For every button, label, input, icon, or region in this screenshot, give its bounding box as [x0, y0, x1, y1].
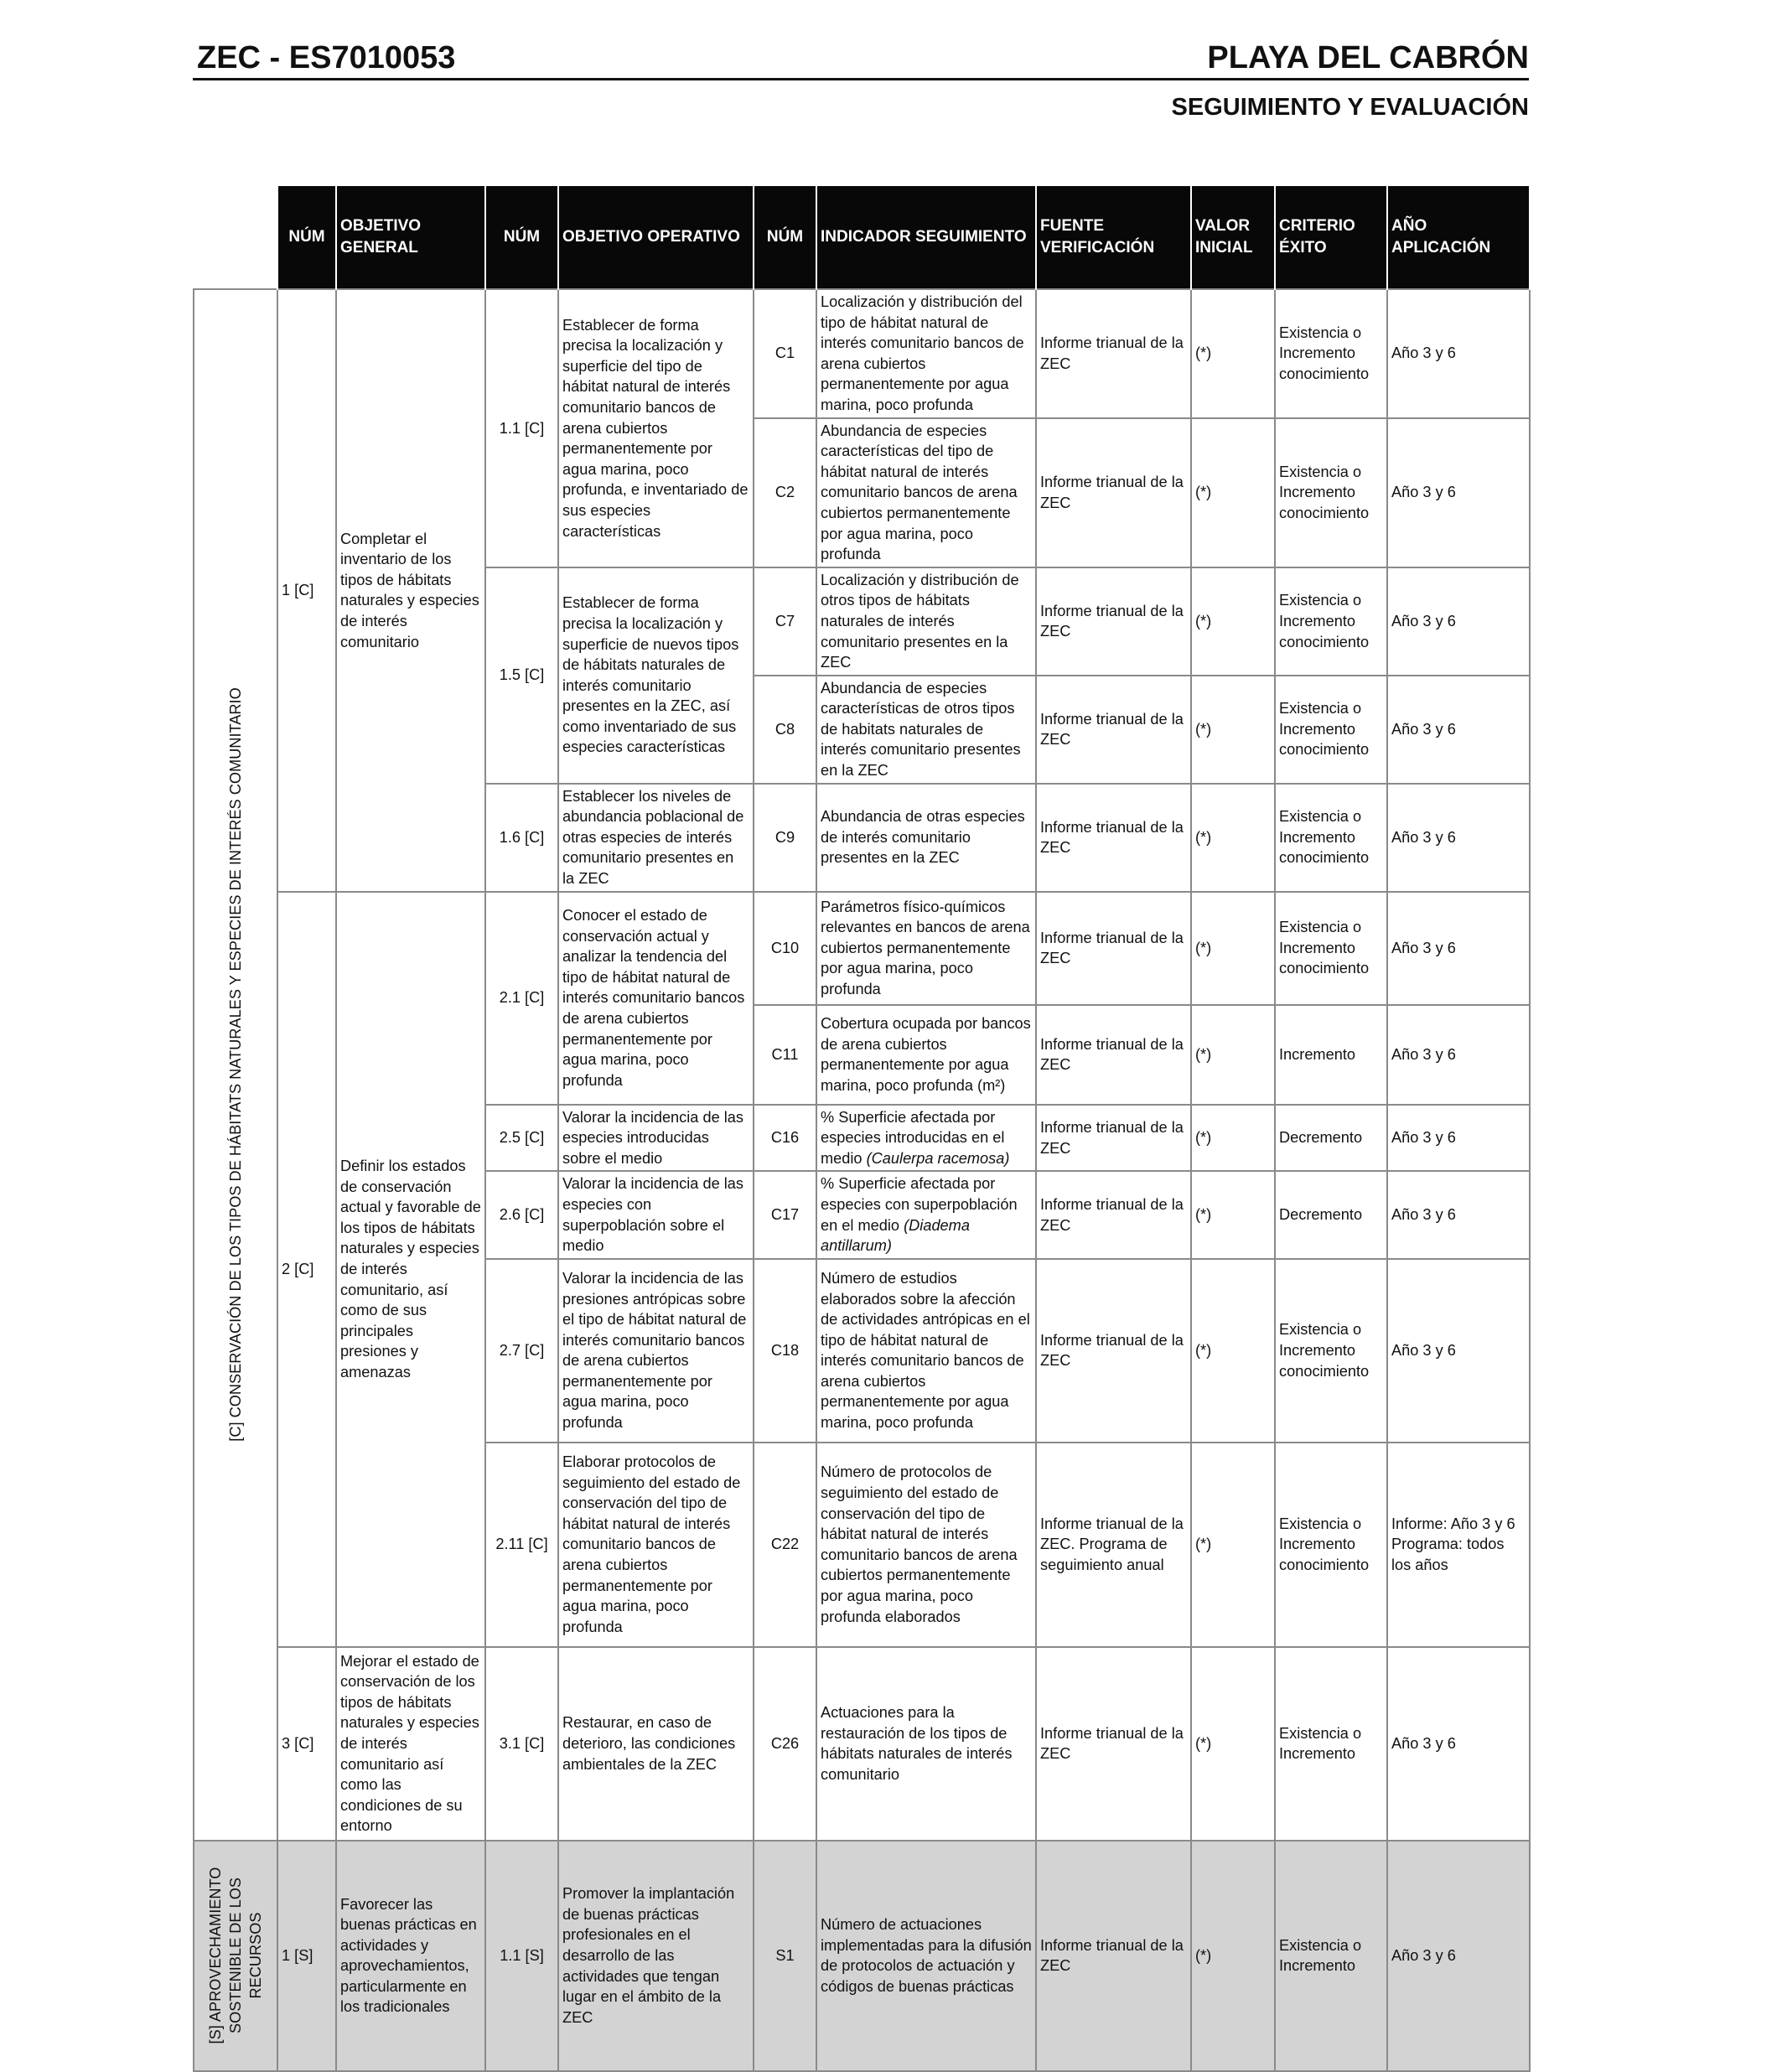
- indicator-code: S1: [754, 1841, 816, 2071]
- operative-objective: Valorar la incidencia de las presiones antrópicas sobre el tipo de hábitat natural de interés comunitario bancos de arena cubiertos permanentemente por agua marina, poco profunda: [558, 1259, 754, 1443]
- indicator: Cobertura ocupada por bancos de arena cubiertos permanentemente por agua marina, poco profunda (m²): [816, 1005, 1036, 1105]
- general-num: 1 [S]: [277, 1841, 336, 2071]
- initial-value: (*): [1191, 1841, 1275, 2071]
- year: Año 3 y 6: [1387, 1259, 1530, 1443]
- criterion: Existencia o Incremento conocimiento: [1275, 676, 1387, 784]
- group-aprovechamiento: [194, 1841, 277, 2071]
- initial-value: (*): [1191, 1443, 1275, 1647]
- source: Informe trianual de la ZEC: [1036, 567, 1191, 676]
- indicator-code: C22: [754, 1443, 816, 1647]
- source: Informe trianual de la ZEC: [1036, 892, 1191, 1005]
- indicator: Abundancia de especies características de otros tipos de habitats naturales de interés comunitario presentes en la ZEC: [816, 676, 1036, 784]
- indicator: Abundancia de especies características del tipo de hábitat natural de interés comunitario bancos de arena cubiertos permanentemente por agua marina, poco profunda: [816, 418, 1036, 567]
- section-subtitle: SEGUIMIENTO Y EVALUACIÓN: [1171, 94, 1529, 121]
- initial-value: (*): [1191, 1259, 1275, 1443]
- year: Año 3 y 6: [1387, 1105, 1530, 1172]
- operative-objective: Promover la implantación de buenas prácticas profesionales en el desarrollo de las actividades que tengan lugar en el ámbito de la ZEC: [558, 1841, 754, 2071]
- criterion: Existencia o Incremento conocimiento: [1275, 1443, 1387, 1647]
- group-label-line: SOSTENIBLE DE LOS: [227, 1878, 244, 2034]
- source: Informe trianual de la ZEC: [1036, 1841, 1191, 2071]
- indicator: Número de actuaciones implementadas para la difusión de protocolos de actuación y códigos de buenas prácticas: [816, 1841, 1036, 2071]
- indicator: Actuaciones para la restauración de los tipos de hábitats naturales de interés comunitario: [816, 1647, 1036, 1841]
- operative-num: 2.11 [C]: [485, 1443, 558, 1647]
- indicator-code: C7: [754, 567, 816, 676]
- indicator-code: C18: [754, 1259, 816, 1443]
- general-num: 2 [C]: [277, 892, 336, 1647]
- general-objective: Definir los estados de conservación actual y favorable de los tipos de hábitats naturales y especies de interés comunitario, así como de sus principales presiones y amenazas: [336, 892, 485, 1647]
- initial-value: (*): [1191, 892, 1275, 1005]
- indicator-code: C11: [754, 1005, 816, 1105]
- initial-value: (*): [1191, 1171, 1275, 1258]
- table-header-row: [194, 186, 1530, 289]
- col-criterio: CRITERIO ÉXITO: [1275, 186, 1387, 289]
- col-valor: VALOR INICIAL: [1191, 186, 1275, 289]
- col-num-general: NÚM: [277, 186, 336, 289]
- source: Informe trianual de la ZEC: [1036, 1171, 1191, 1258]
- initial-value: (*): [1191, 289, 1275, 418]
- initial-value: (*): [1191, 1105, 1275, 1172]
- source: Informe trianual de la ZEC: [1036, 1105, 1191, 1172]
- indicator-code: C1: [754, 289, 816, 418]
- criterion: Existencia o Incremento conocimiento: [1275, 784, 1387, 892]
- indicator: Parámetros físico-químicos relevantes en bancos de arena cubiertos permanentemente por agua marina, poco profunda: [816, 892, 1036, 1005]
- indicator-code: C26: [754, 1647, 816, 1841]
- col-indicador: INDICADOR SEGUIMIENTO: [816, 186, 1036, 289]
- col-num-indicador: NÚM: [754, 186, 816, 289]
- initial-value: (*): [1191, 567, 1275, 676]
- operative-num: 2.5 [C]: [485, 1105, 558, 1172]
- operative-num: 1.6 [C]: [485, 784, 558, 892]
- indicator: [816, 1105, 1036, 1172]
- operative-objective: Restaurar, en caso de deterioro, las condiciones ambientales de la ZEC: [558, 1647, 754, 1841]
- general-num: 3 [C]: [277, 1647, 336, 1841]
- indicator-code: C10: [754, 892, 816, 1005]
- initial-value: (*): [1191, 1647, 1275, 1841]
- criterion: Existencia o Incremento conocimiento: [1275, 418, 1387, 567]
- indicator: Número de protocolos de seguimiento del estado de conservación del tipo de hábitat natural de interés comunitario bancos de arena cubiertos permanentemente por agua marina, poco profunda elaborados: [816, 1443, 1036, 1647]
- criterion: Existencia o Incremento conocimiento: [1275, 892, 1387, 1005]
- criterion: Incremento: [1275, 1005, 1387, 1105]
- header-rule: [193, 78, 1529, 80]
- source: Informe trianual de la ZEC: [1036, 784, 1191, 892]
- criterion: Decremento: [1275, 1105, 1387, 1172]
- operative-num: 1.5 [C]: [485, 567, 558, 784]
- operative-objective: Valorar la incidencia de las especies con superpoblación sobre el medio: [558, 1171, 754, 1258]
- operative-objective: Establecer de forma precisa la localización y superficie del tipo de hábitat natural de interés comunitario bancos de arena cubiertos permanentemente por agua marina, poco profunda, e inventariado de sus especies características: [558, 289, 754, 567]
- source: Informe trianual de la ZEC: [1036, 676, 1191, 784]
- year: Año 3 y 6: [1387, 1647, 1530, 1841]
- indicator: Localización y distribución de otros tipos de hábitats naturales de interés comunitario presentes en la ZEC: [816, 567, 1036, 676]
- initial-value: (*): [1191, 1005, 1275, 1105]
- indicator-code: C8: [754, 676, 816, 784]
- operative-num: 2.6 [C]: [485, 1171, 558, 1258]
- indicator: Número de estudios elaborados sobre la afección de actividades antrópicas en el tipo de hábitat natural de interés comunitario bancos de arena cubiertos permanentemente por agua marina, poco profunda: [816, 1259, 1036, 1443]
- monitoring-table: [193, 186, 1531, 2072]
- source: Informe trianual de la ZEC: [1036, 1647, 1191, 1841]
- group-label-line: RECURSOS: [247, 1912, 264, 1999]
- source: Informe trianual de la ZEC: [1036, 289, 1191, 418]
- group-label-conservacion: [C] CONSERVACIÓN DE LOS TIPOS DE HÁBITATS NATURALES Y ESPECIES DE INTERÉS COMUNITARIO: [227, 687, 244, 1443]
- operative-num: 2.7 [C]: [485, 1259, 558, 1443]
- indicator: Localización y distribución del tipo de hábitat natural de interés comunitario bancos de arena cubiertos permanentemente por agua marina, poco profunda: [816, 289, 1036, 418]
- year: Año 3 y 6: [1387, 567, 1530, 676]
- header-blank: [194, 186, 277, 289]
- source: Informe trianual de la ZEC: [1036, 1259, 1191, 1443]
- operative-num: 1.1 [S]: [485, 1841, 558, 2071]
- criterion: Existencia o Incremento conocimiento: [1275, 289, 1387, 418]
- year: Año 3 y 6: [1387, 1171, 1530, 1258]
- criterion: Existencia o Incremento conocimiento: [1275, 1259, 1387, 1443]
- indicator-text: % Superficie afectada por especies con superpoblación en el medio: [821, 1175, 1018, 1234]
- table-row: [194, 1647, 1530, 1841]
- col-objetivo-general: OBJETIVO GENERAL: [336, 186, 485, 289]
- source: Informe trianual de la ZEC: [1036, 1005, 1191, 1105]
- operative-objective: Elaborar protocolos de seguimiento del estado de conservación del tipo de hábitat natural de interés comunitario bancos de arena cubiertos permanentemente por agua marina, poco profunda: [558, 1443, 754, 1647]
- operative-objective: Establecer de forma precisa la localización y superficie de nuevos tipos de hábitats naturales de interés comunitario presentes en la ZEC, así como inventariado de sus especies características: [558, 567, 754, 784]
- initial-value: (*): [1191, 784, 1275, 892]
- site-code: ZEC - ES7010053: [197, 40, 456, 75]
- year: Año 3 y 6: [1387, 1841, 1530, 2071]
- indicator-code: C16: [754, 1105, 816, 1172]
- group-conservacion: [194, 289, 277, 1841]
- indicator-code: C2: [754, 418, 816, 567]
- table-row: [194, 289, 1530, 418]
- general-num: 1 [C]: [277, 289, 336, 892]
- col-anio: AÑO APLICACIÓN: [1387, 186, 1530, 289]
- year: Informe: Año 3 y 6 Programa: todos los años: [1387, 1443, 1530, 1647]
- initial-value: (*): [1191, 676, 1275, 784]
- site-name: PLAYA DEL CABRÓN: [1207, 40, 1529, 75]
- operative-objective: Conocer el estado de conservación actual y analizar la tendencia del tipo de hábitat natural de interés comunitario bancos de arena cubiertos permanentemente por agua marina, poco profunda: [558, 892, 754, 1105]
- source: Informe trianual de la ZEC: [1036, 418, 1191, 567]
- group-label-aprovechamiento: [205, 1867, 266, 2044]
- general-objective: Completar el inventario de los tipos de hábitats naturales y especies de interés comunitario: [336, 289, 485, 892]
- year: Año 3 y 6: [1387, 418, 1530, 567]
- group-label-line: [S] APROVECHAMIENTO: [207, 1867, 224, 2044]
- initial-value: (*): [1191, 418, 1275, 567]
- year: Año 3 y 6: [1387, 289, 1530, 418]
- col-objetivo-operativo: OBJETIVO OPERATIVO: [558, 186, 754, 289]
- source: Informe trianual de la ZEC. Programa de seguimiento anual: [1036, 1443, 1191, 1647]
- indicator: [816, 1171, 1036, 1258]
- table-row: [194, 892, 1530, 1005]
- indicator: Abundancia de otras especies de interés comunitario presentes en la ZEC: [816, 784, 1036, 892]
- table-row: [194, 1841, 1530, 2071]
- operative-num: 2.1 [C]: [485, 892, 558, 1105]
- col-num-operativo: NÚM: [485, 186, 558, 289]
- operative-objective: Valorar la incidencia de las especies introducidas sobre el medio: [558, 1105, 754, 1172]
- year: Año 3 y 6: [1387, 784, 1530, 892]
- year: Año 3 y 6: [1387, 676, 1530, 784]
- criterion: Decremento: [1275, 1171, 1387, 1258]
- year: Año 3 y 6: [1387, 892, 1530, 1005]
- operative-num: 1.1 [C]: [485, 289, 558, 567]
- indicator-code: C17: [754, 1171, 816, 1258]
- species-name: (Caulerpa racemosa): [866, 1149, 1010, 1167]
- indicator-text: % Superficie afectada por especies introducidas en el medio: [821, 1108, 1005, 1167]
- criterion: Existencia o Incremento conocimiento: [1275, 567, 1387, 676]
- year: Año 3 y 6: [1387, 1005, 1530, 1105]
- general-objective: Mejorar el estado de conservación de los tipos de hábitats naturales y especies de interés comunitario así como las condiciones de su entorno: [336, 1647, 485, 1841]
- criterion: Existencia o Incremento: [1275, 1841, 1387, 2071]
- operative-objective: Establecer los niveles de abundancia poblacional de otras especies de interés comunitario presentes en la ZEC: [558, 784, 754, 892]
- operative-num: 3.1 [C]: [485, 1647, 558, 1841]
- species-name: (Diadema antillarum): [821, 1216, 970, 1255]
- col-fuente: FUENTE VERIFICACIÓN: [1036, 186, 1191, 289]
- general-objective: Favorecer las buenas prácticas en actividades y aprovechamientos, particularmente en los tradicionales: [336, 1841, 485, 2071]
- criterion: Existencia o Incremento: [1275, 1647, 1387, 1841]
- indicator-code: C9: [754, 784, 816, 892]
